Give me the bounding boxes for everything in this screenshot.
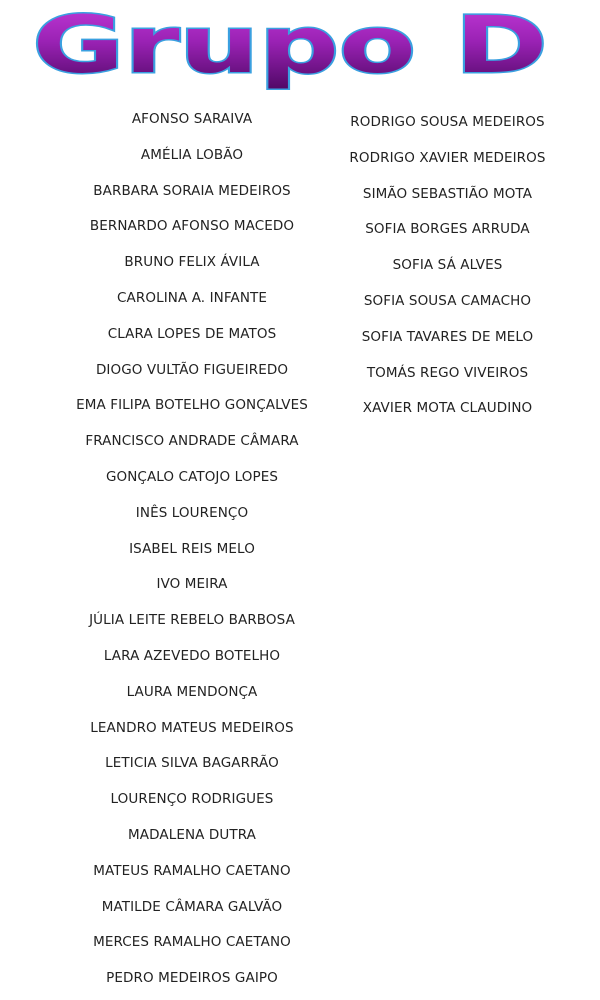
name-item: IVO MEIRA [156, 576, 228, 593]
name-item: AFONSO SARAIVA [131, 111, 253, 127]
name-item: LARA AZEVEDO BOTELHO [103, 647, 281, 664]
name-item: BARBARA SORAIA MEDEIROS [93, 182, 291, 199]
name-item: SOFIA BORGES ARRUDA [365, 221, 530, 238]
name-list-left [42, 102, 342, 997]
name-item: SOFIA SOUSA CAMACHO [363, 292, 532, 309]
name-item: INÊS LOURENÇO [135, 504, 249, 521]
name-item: EMA FILIPA BOTELHO GONÇALVES [76, 397, 308, 414]
name-item: SIMÃO SEBASTIÃO MOTA [362, 185, 533, 202]
name-item: TOMÁS REGO VIVEIROS [366, 364, 529, 381]
name-list-right [300, 105, 595, 427]
name-item: CAROLINA A. INFANTE [117, 289, 267, 306]
name-item: LOURENÇO RODRIGUES [110, 791, 274, 808]
name-item: ISABEL REIS MELO [129, 540, 255, 557]
name-item: XAVIER MOTA CLAUDINO [362, 400, 533, 417]
title-text: Grupo D [32, 1, 548, 91]
name-item: BRUNO FELIX ÁVILA [124, 254, 260, 271]
name-item: FRANCISCO ANDRADE CÂMARA [85, 433, 299, 450]
name-item: SOFIA TAVARES DE MELO [361, 328, 534, 345]
page-title [0, 0, 600, 92]
name-item: MADALENA DUTRA [128, 826, 256, 843]
title-wordart [0, 0, 600, 92]
name-item: RODRIGO XAVIER MEDEIROS [349, 149, 546, 166]
name-item: LEANDRO MATEUS MEDEIROS [90, 719, 294, 736]
name-item: LETICIA SILVA BAGARRÃO [105, 755, 279, 772]
name-item: SOFIA SÁ ALVES [392, 257, 503, 274]
name-item: JÚLIA LEITE REBELO BARBOSA [89, 612, 295, 629]
name-item: PEDRO MEDEIROS GAIPO [106, 970, 278, 987]
name-item: MERCES RAMALHO CAETANO [93, 934, 291, 951]
name-item: CLARA LOPES DE MATOS [107, 325, 277, 342]
name-item: BERNARDO AFONSO MACEDO [89, 218, 295, 235]
name-item: RODRIGO SOUSA MEDEIROS [350, 114, 545, 130]
name-item: DIOGO VULTÃO FIGUEIREDO [95, 361, 289, 378]
name-item: MATILDE CÂMARA GALVÃO [101, 898, 283, 915]
name-item: MATEUS RAMALHO CAETANO [93, 862, 291, 879]
name-item: AMÉLIA LOBÃO [140, 146, 244, 163]
name-item: LAURA MENDONÇA [126, 683, 258, 700]
name-item: GONÇALO CATOJO LOPES [105, 468, 279, 485]
